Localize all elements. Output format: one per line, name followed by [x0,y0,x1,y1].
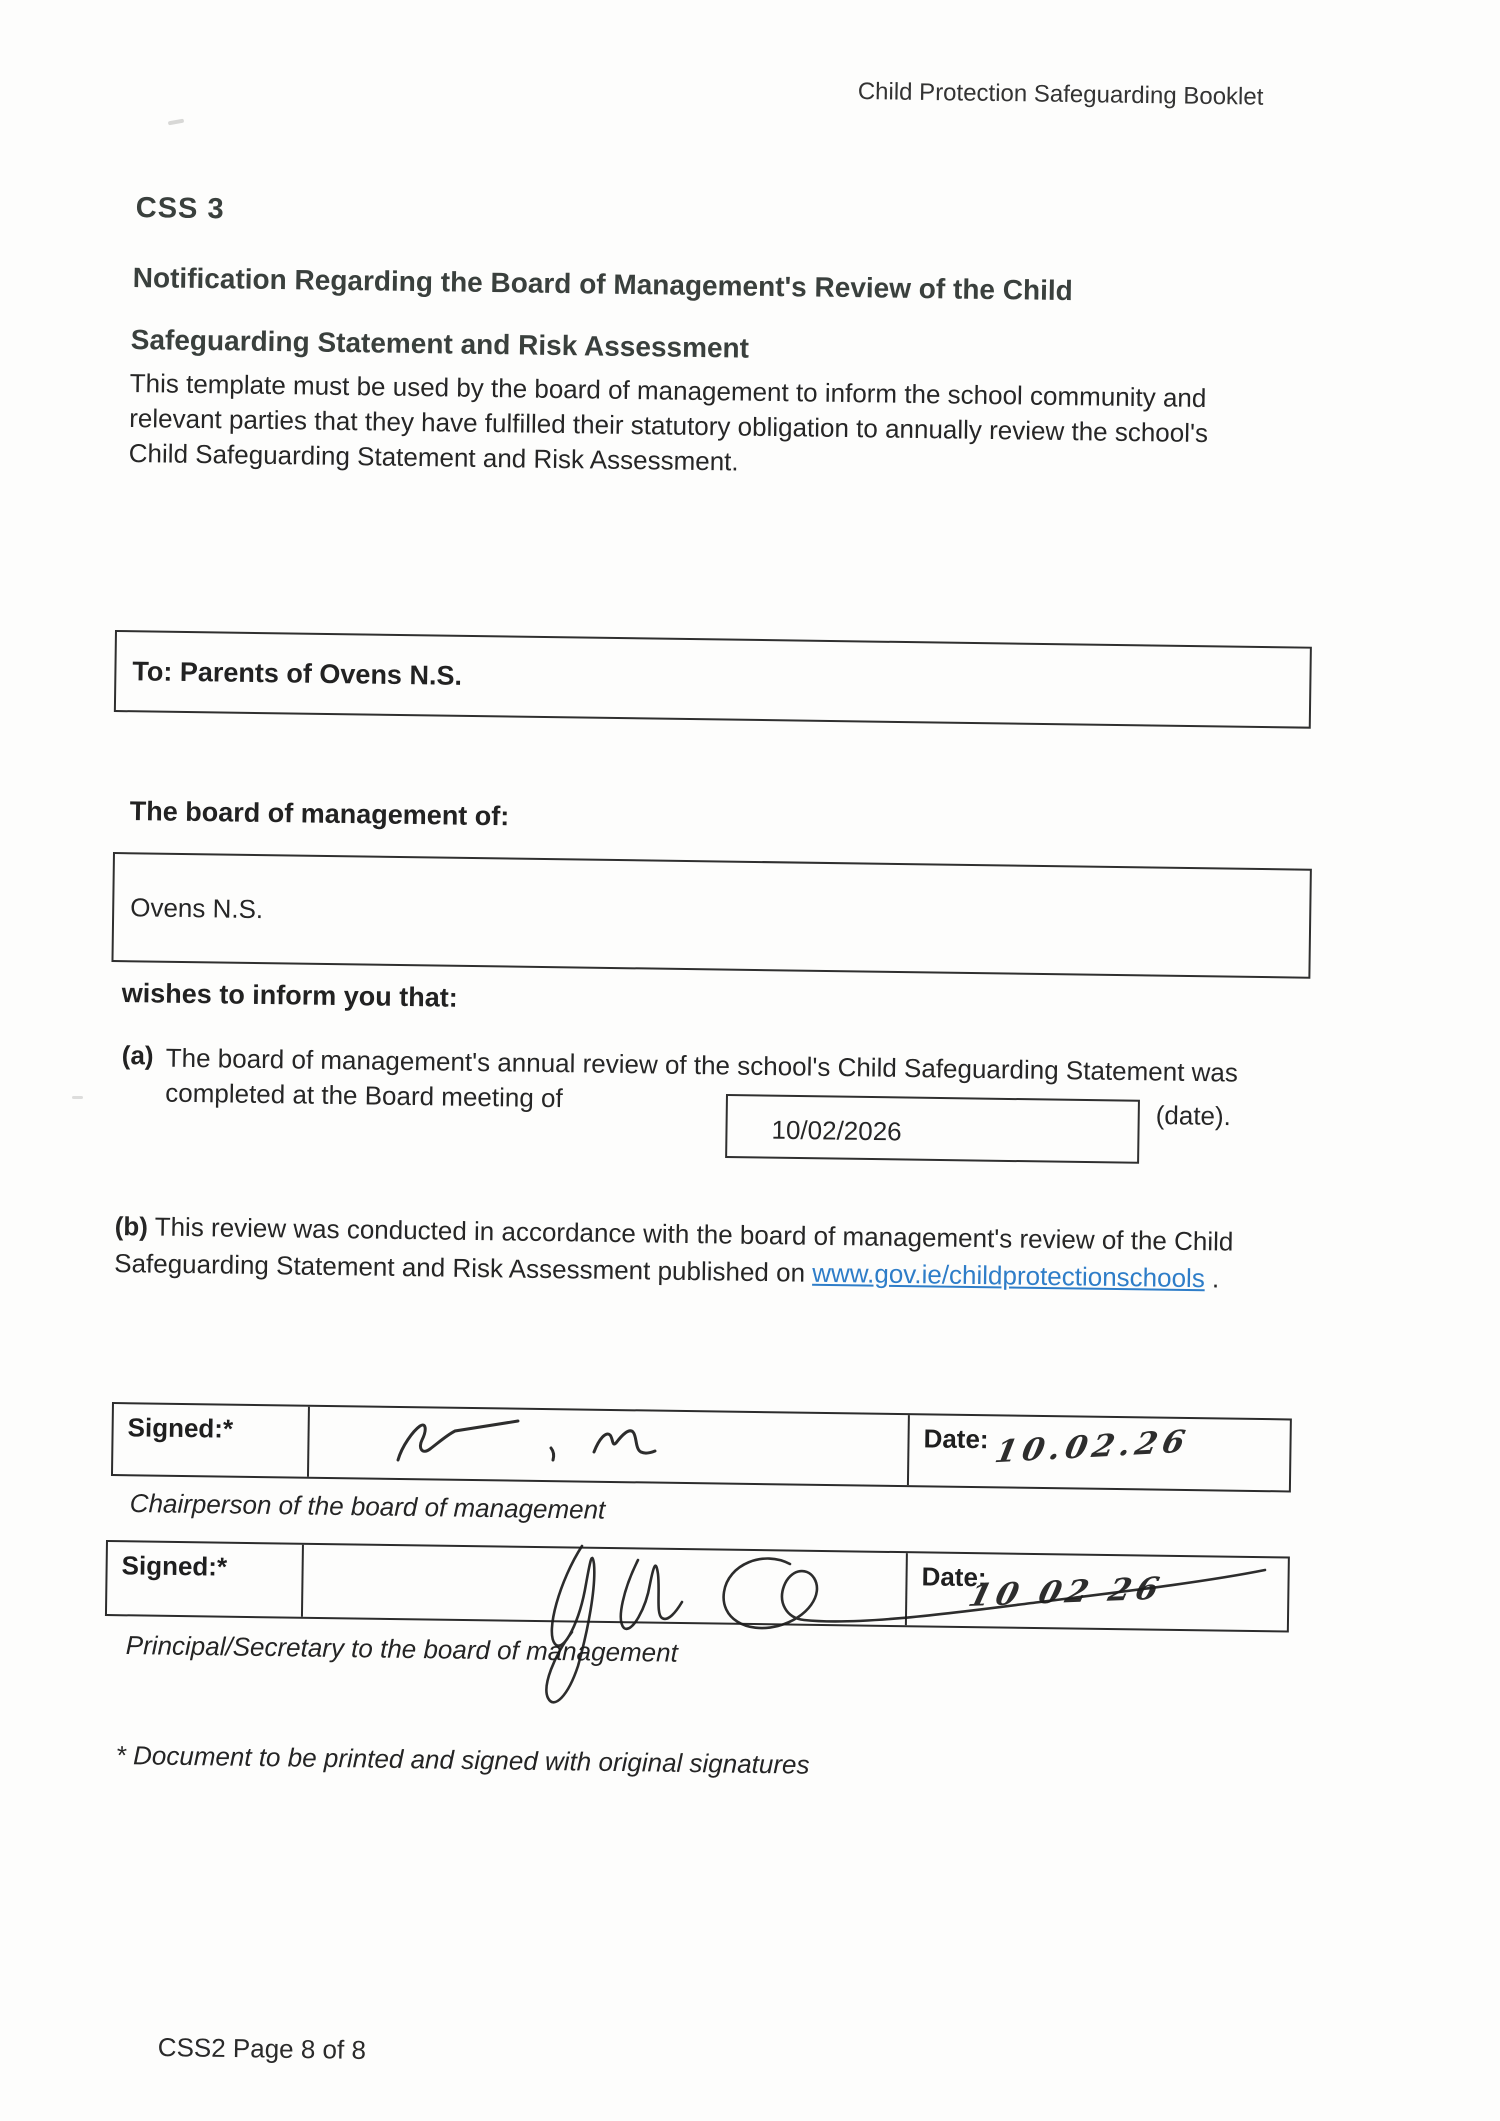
intro-paragraph: This template must be used by the board of management to inform the school community and relevant parties that they have fulfilled their statutory obligation to annually review the school's Child Safeguarding Statement and Risk Assessment. [128,367,1209,477]
date-label: Date: [921,1561,987,1593]
date-suffix-label: (date). [1155,1099,1232,1132]
scan-artifact [72,1096,83,1099]
school-name-text: Ovens N.S. [130,892,264,925]
handwritten-date-chairperson: 10.02.26 [991,1423,1193,1471]
footnote: * Document to be printed and signed with original signatures [115,1740,810,1780]
booklet-header: Child Protection Safeguarding Booklet [857,78,1264,111]
handwritten-date-principal: 10 02 26 [964,1570,1168,1614]
school-name-box [111,852,1311,979]
signed-label: Signed:* [113,1404,310,1477]
wishes-label: wishes to inform you that: [121,978,458,1013]
date-label: Date: [923,1423,989,1455]
form-code: CSS 3 [135,192,225,226]
signature-cell [303,1545,906,1625]
chairperson-caption: Chairperson of the board of management [129,1488,606,1525]
item-b [114,1208,1280,1298]
gov-link[interactable]: www.gov.ie/childprotectionschools [812,1257,1206,1294]
date-cell [907,1415,1290,1490]
page-footer: CSS2 Page 8 of 8 [157,2032,367,2065]
signature-table-principal [105,1540,1290,1633]
item-b-text: This review was conducted in accordance with the board of management's review of the Child Safeguarding Statement and Risk Assessment published on [114,1211,1234,1288]
board-of-label: The board of management of: [129,796,510,832]
item-a-label: (a) [121,1040,154,1071]
signature-cell [309,1407,908,1485]
meeting-date-field[interactable] [725,1094,1140,1164]
signed-label: Signed:* [107,1542,304,1617]
signature-table-chairperson [111,1402,1292,1492]
meeting-date-value: 10/02/2026 [771,1114,902,1147]
item-b-after-link: . [1204,1263,1220,1294]
item-b-label: (b) [114,1210,149,1242]
to-field-box [114,630,1312,729]
form-title-line1: Notification Regarding the Board of Management's Review of the Child [132,262,1073,307]
to-text: To: Parents of Ovens N.S. [132,656,463,691]
scan-artifact [168,119,184,126]
form-title-line2: Safeguarding Statement and Risk Assessment [130,324,750,364]
item-a-text: The board of management's annual review of the school's Child Safeguarding Statement was completed at the Board meeting of [165,1042,1239,1114]
date-cell [905,1553,1288,1630]
principal-caption: Principal/Secretary to the board of management [125,1630,679,1668]
